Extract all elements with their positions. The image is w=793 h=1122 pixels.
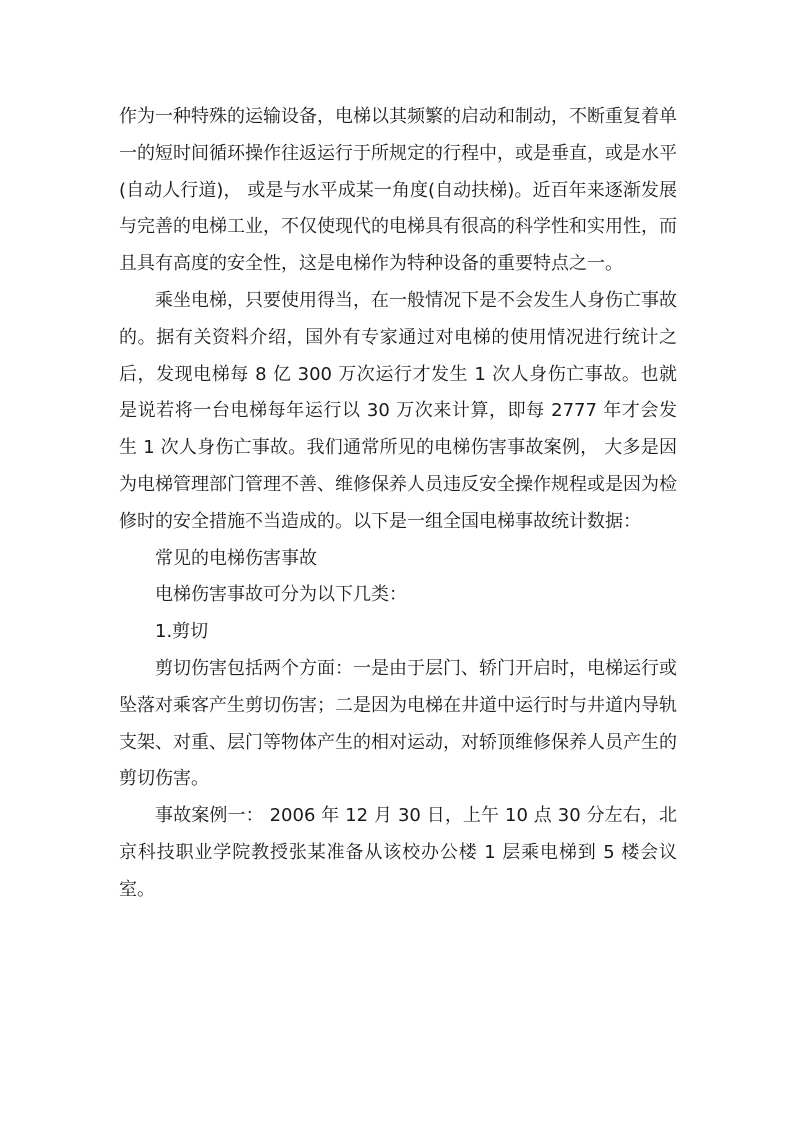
section-heading-common-accidents: 常见的电梯伤害事故 bbox=[155, 547, 317, 569]
paragraph-intro: 作为一种特殊的运输设备，电梯以其频繁的启动和制动，不断重复着单一的短时间循环操作往返运行于所规定的行程中，或是垂直，或是水平(自动人行道)， 或是与水平成某一角度(自动扶梯)。近百年来逐渐发展与完善的电梯工业，不仅使现代的电梯具有很高的科学性和实用性，而且具有高度的安全性，这是电梯作为特种设备的重要特点之一。 bbox=[119, 106, 677, 275]
document-body bbox=[119, 99, 677, 909]
paragraph-accident-categories: 电梯伤害事故可分为以下几类： bbox=[155, 584, 407, 606]
paragraph-safety-statistics: 乘坐电梯，只要使用得当，在一般情况下是不会发生人身伤亡事故的。据有关资料介绍，国外有专家通过对电梯的使用情况进行统计之后，发现电梯每 8 亿 300 万次运行才发生 1 次人身伤亡事故。也就是说若将一台电梯每年运行以 30 万次来计算，即每 2777 年才会发生 1 次人身伤亡事故。我们通常所见的电梯伤害事故案例， 大多是因为电梯管理部门管理不善、维修保养人员违反安全操作规程或是因为检修时的安全措施不当造成的。以下是一组全国电梯事故统计数据： bbox=[119, 289, 677, 532]
paragraph-shearing-description: 剪切伤害包括两个方面：一是由于层门、轿门开启时，电梯运行或坠落对乘客产生剪切伤害；二是因为电梯在井道中运行时与井道内导轨支架、对重、层门等物体产生的相对运动，对轿顶维修保养人员产生的剪切伤害。 bbox=[119, 657, 677, 790]
paragraph-case-one: 事故案例一： 2006 年 12 月 30 日，上午 10 点 30 分左右，北京科技职业学院教授张某准备从该校办公楼 1 层乘电梯到 5 楼会议室。 bbox=[119, 805, 678, 900]
subheading-shearing: 1.剪切 bbox=[155, 621, 209, 643]
